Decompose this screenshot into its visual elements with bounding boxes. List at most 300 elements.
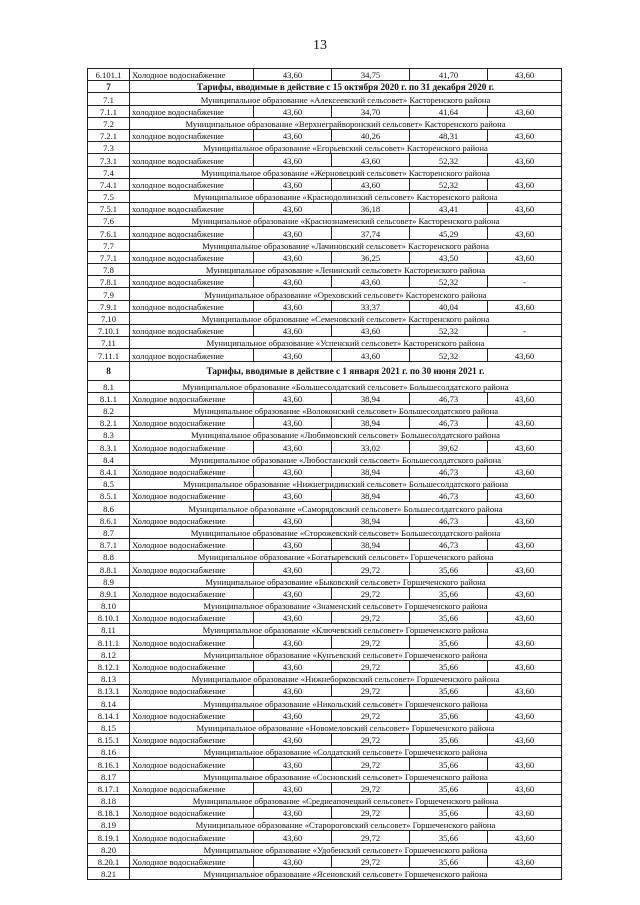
municipality-number: 8.9: [88, 575, 130, 587]
row-number: 8.11.1: [88, 636, 130, 648]
row-number: 7.4.1: [88, 178, 130, 190]
municipality-row: [88, 380, 562, 392]
tariff-value: 43,60: [488, 612, 562, 624]
tariff-value: 43,60: [332, 349, 410, 361]
tariff-value: 43,60: [488, 563, 562, 575]
row-number: 8.16.1: [88, 758, 130, 770]
tariff-value: 29,72: [332, 636, 410, 648]
tariff-value: 43,60: [254, 227, 332, 239]
municipality-row: [88, 770, 562, 782]
tariff-value: 43,60: [488, 417, 562, 429]
municipality-name: Муниципальное образование «Удобенский сельсовет» Горшеченского района: [130, 843, 562, 855]
row-number: 7.2.1: [88, 129, 130, 141]
tariff-value: 29,72: [332, 855, 410, 867]
tariff-value: 35,66: [410, 709, 488, 721]
row-number: 8.19.1: [88, 831, 130, 843]
section-number: 7: [88, 81, 130, 93]
tariff-value: -: [488, 324, 562, 336]
service-name: холодное водоснабжение: [130, 129, 254, 141]
municipality-name: Муниципальное образование «Ореховский сельсовет» Касторенского района: [130, 288, 562, 300]
municipality-row: [88, 312, 562, 324]
tariff-value: 29,72: [332, 831, 410, 843]
tariff-value: 43,60: [254, 392, 332, 404]
row-number: 8.17.1: [88, 782, 130, 794]
municipality-name: Муниципальное образование «Никольский сельсовет» Горшеченского района: [130, 697, 562, 709]
tariff-value: 43,60: [488, 538, 562, 550]
municipality-number: 8.6: [88, 502, 130, 514]
row-number: 7.8.1: [88, 276, 130, 288]
tariff-value: 43,60: [254, 349, 332, 361]
tariff-value: 43,60: [488, 154, 562, 166]
municipality-number: 8.16: [88, 746, 130, 758]
municipality-name: Муниципальное образование «Ключевский сельсовет» Горшеченского района: [130, 624, 562, 636]
municipality-number: 8.17: [88, 770, 130, 782]
row-number: 8.14.1: [88, 709, 130, 721]
municipality-number: 7.8: [88, 264, 130, 276]
tariff-value: 35,66: [410, 563, 488, 575]
tariff-value: 43,60: [254, 514, 332, 526]
tariff-value: 43,60: [488, 660, 562, 672]
service-name: Холодное водоснабжение: [130, 441, 254, 453]
municipality-name: Муниципальное образование «Знаменский сельсовет» Горшеченского района: [130, 599, 562, 611]
tariff-value: 40,26: [332, 129, 410, 141]
municipality-row: [88, 478, 562, 490]
tariff-value: 43,60: [254, 490, 332, 502]
tariff-value: 29,72: [332, 758, 410, 770]
section-header-row: [88, 81, 562, 93]
tariff-value: 43,60: [254, 733, 332, 745]
service-name: Холодное водоснабжение: [130, 69, 254, 81]
municipality-number: 8.5: [88, 478, 130, 490]
tariff-row: [88, 349, 562, 361]
tariff-row: [88, 417, 562, 429]
tariff-value: 43,60: [254, 129, 332, 141]
tariff-value: 43,60: [488, 105, 562, 117]
municipality-name: Муниципальное образование «Саморядовский сельсовет» Большесолдатского района: [130, 502, 562, 514]
tariff-value: 43,60: [254, 685, 332, 697]
section-title: Тарифы, вводимые в действие с 1 января 2021 г. по 30 июня 2021 г.: [130, 361, 562, 380]
row-number: 8.20.1: [88, 855, 130, 867]
tariff-row: [88, 563, 562, 575]
tariff-row: [88, 154, 562, 166]
tariff-value: 43,60: [488, 178, 562, 190]
tariff-value: 52,32: [410, 154, 488, 166]
municipality-name: Муниципальное образование «Среднеапочецкий сельсовет» Горшеченского района: [130, 794, 562, 806]
municipality-row: [88, 264, 562, 276]
tariff-value: 38,94: [332, 490, 410, 502]
municipality-number: 8.2: [88, 404, 130, 416]
service-name: Холодное водоснабжение: [130, 733, 254, 745]
tariff-value: 43,60: [488, 129, 562, 141]
tariff-row: [88, 612, 562, 624]
tariff-row: [88, 441, 562, 453]
service-name: Холодное водоснабжение: [130, 807, 254, 819]
municipality-name: Муниципальное образование «Любимовский сельсовет» Большесолдатского района: [130, 429, 562, 441]
municipality-row: [88, 868, 562, 880]
municipality-row: [88, 819, 562, 831]
row-number: 7.3.1: [88, 154, 130, 166]
tariff-value: 43,60: [254, 251, 332, 263]
tariff-value: 38,94: [332, 538, 410, 550]
municipality-row: [88, 337, 562, 349]
tariff-value: 43,60: [488, 514, 562, 526]
tariff-value: 43,60: [488, 349, 562, 361]
municipality-name: Муниципальное образование «Лачиновский сельсовет» Касторенского района: [130, 239, 562, 251]
municipality-row: [88, 142, 562, 154]
tariff-value: 43,60: [254, 105, 332, 117]
tariff-row: [88, 782, 562, 794]
tariff-value: 43,60: [254, 709, 332, 721]
municipality-number: 8.21: [88, 868, 130, 880]
municipality-name: Муниципальное образование «Успенский сельсовет» Касторенского района: [130, 337, 562, 349]
tariff-value: 43,60: [254, 465, 332, 477]
tariff-value: 35,66: [410, 660, 488, 672]
tariff-value: 43,60: [488, 251, 562, 263]
service-name: холодное водоснабжение: [130, 203, 254, 215]
tariff-value: 43,60: [488, 227, 562, 239]
tariff-row: [88, 105, 562, 117]
municipality-number: 8.4: [88, 453, 130, 465]
tariff-value: 35,66: [410, 733, 488, 745]
municipality-name: Муниципальное образование «Кунъевский сельсовет» Горшеченского района: [130, 648, 562, 660]
tariff-value: 38,94: [332, 417, 410, 429]
tariff-value: 52,32: [410, 178, 488, 190]
row-number: 8.18.1: [88, 807, 130, 819]
municipality-row: [88, 502, 562, 514]
tariff-value: 43,60: [254, 855, 332, 867]
row-number: 7.11.1: [88, 349, 130, 361]
tariff-value: 43,60: [488, 709, 562, 721]
municipality-row: [88, 624, 562, 636]
tariff-value: 52,32: [410, 349, 488, 361]
tariff-value: 43,60: [254, 178, 332, 190]
municipality-row: [88, 453, 562, 465]
tariff-row: [88, 324, 562, 336]
tariff-row: [88, 514, 562, 526]
tariff-table: [87, 68, 562, 880]
service-name: Холодное водоснабжение: [130, 660, 254, 672]
service-name: холодное водоснабжение: [130, 324, 254, 336]
page-number: 13: [313, 38, 327, 53]
tariff-value: 43,60: [254, 758, 332, 770]
service-name: Холодное водоснабжение: [130, 563, 254, 575]
row-number: 7.7.1: [88, 251, 130, 263]
section-number: 8: [88, 361, 130, 380]
tariff-value: 43,41: [410, 203, 488, 215]
tariff-value: 43,60: [254, 807, 332, 819]
service-name: Холодное водоснабжение: [130, 831, 254, 843]
municipality-name: Муниципальное образование «Солдатский сельсовет» Горшеченского района: [130, 746, 562, 758]
municipality-number: 7.3: [88, 142, 130, 154]
municipality-number: 7.9: [88, 288, 130, 300]
tariff-value: 35,66: [410, 807, 488, 819]
service-name: холодное водоснабжение: [130, 227, 254, 239]
tariff-row: [88, 227, 562, 239]
service-name: Холодное водоснабжение: [130, 782, 254, 794]
tariff-value: 38,94: [332, 514, 410, 526]
tariff-value: 43,60: [488, 441, 562, 453]
tariff-value: 52,32: [410, 276, 488, 288]
row-number: 7.10.1: [88, 324, 130, 336]
municipality-number: 8.13: [88, 673, 130, 685]
municipality-row: [88, 190, 562, 202]
tariff-value: 35,66: [410, 855, 488, 867]
service-name: холодное водоснабжение: [130, 154, 254, 166]
tariff-row: [88, 660, 562, 672]
municipality-row: [88, 117, 562, 129]
municipality-number: 7.2: [88, 117, 130, 129]
row-number: 6.101.1: [88, 69, 130, 81]
municipality-number: 7.6: [88, 215, 130, 227]
tariff-value: 41,70: [410, 69, 488, 81]
tariff-value: 43,60: [488, 733, 562, 745]
municipality-name: Муниципальное образование «Волоконский сельсовет» Большесолдатского района: [130, 404, 562, 416]
tariff-value: 43,60: [254, 441, 332, 453]
municipality-number: 8.3: [88, 429, 130, 441]
tariff-value: 35,66: [410, 831, 488, 843]
service-name: холодное водоснабжение: [130, 300, 254, 312]
tariff-value: 43,60: [488, 855, 562, 867]
tariff-value: 46,73: [410, 465, 488, 477]
tariff-value: 43,60: [254, 660, 332, 672]
municipality-number: 7.5: [88, 190, 130, 202]
service-name: Холодное водоснабжение: [130, 758, 254, 770]
service-name: Холодное водоснабжение: [130, 855, 254, 867]
municipality-row: [88, 697, 562, 709]
municipality-name: Муниципальное образование «Семеновский сельсовет» Касторенского района: [130, 312, 562, 324]
tariff-value: 29,72: [332, 587, 410, 599]
tariff-value: 29,72: [332, 733, 410, 745]
service-name: холодное водоснабжение: [130, 105, 254, 117]
row-number: 8.6.1: [88, 514, 130, 526]
service-name: Холодное водоснабжение: [130, 587, 254, 599]
tariff-value: 43,60: [254, 203, 332, 215]
tariff-value: 43,60: [254, 612, 332, 624]
tariff-value: 43,60: [488, 831, 562, 843]
municipality-name: Муниципальное образование «Быковский сельсовет» Горшеченского района: [130, 575, 562, 587]
municipality-name: Муниципальное образование «Старороговский сельсовет» Горшеченского района: [130, 819, 562, 831]
municipality-number: 7.1: [88, 93, 130, 105]
tariff-value: 46,73: [410, 490, 488, 502]
tariff-value: 43,60: [332, 154, 410, 166]
tariff-row: [88, 538, 562, 550]
tariff-row: [88, 392, 562, 404]
tariff-row: [88, 807, 562, 819]
tariff-value: 43,60: [488, 69, 562, 81]
tariff-value: 43,60: [254, 276, 332, 288]
tariff-row: [88, 300, 562, 312]
section-title: Тарифы, вводимые в действие с 15 октября 2020 г. по 31 декабря 2020 г.: [130, 81, 562, 93]
row-number: 7.6.1: [88, 227, 130, 239]
municipality-number: 7.4: [88, 166, 130, 178]
tariff-value: 43,60: [488, 758, 562, 770]
tariff-value: 29,72: [332, 782, 410, 794]
tariff-value: 46,73: [410, 417, 488, 429]
tariff-row: [88, 178, 562, 190]
municipality-row: [88, 551, 562, 563]
municipality-row: [88, 746, 562, 758]
tariff-value: -: [488, 276, 562, 288]
municipality-number: 7.7: [88, 239, 130, 251]
tariff-value: 34,70: [332, 105, 410, 117]
tariff-value: 48,31: [410, 129, 488, 141]
tariff-value: 38,94: [332, 465, 410, 477]
municipality-row: [88, 93, 562, 105]
municipality-row: [88, 673, 562, 685]
municipality-name: Муниципальное образование «Жерновецкий сельсовет» Касторенского района: [130, 166, 562, 178]
tariff-value: 29,72: [332, 709, 410, 721]
service-name: Холодное водоснабжение: [130, 490, 254, 502]
row-number: 8.7.1: [88, 538, 130, 550]
tariff-value: 43,60: [488, 685, 562, 697]
municipality-row: [88, 166, 562, 178]
tariff-row: [88, 587, 562, 599]
municipality-number: 7.10: [88, 312, 130, 324]
municipality-row: [88, 843, 562, 855]
municipality-name: Муниципальное образование «Ленинский сельсовет» Касторенского района: [130, 264, 562, 276]
tariff-value: 43,60: [488, 392, 562, 404]
municipality-name: Муниципальное образование «Богатыревский сельсовет» Горшеченского района: [130, 551, 562, 563]
municipality-name: Муниципальное образование «Сторожевский сельсовет» Большесолдатского района: [130, 526, 562, 538]
tariff-value: 43,60: [488, 490, 562, 502]
tariff-row: [88, 276, 562, 288]
tariff-value: 35,66: [410, 636, 488, 648]
tariff-value: 38,94: [332, 392, 410, 404]
row-number: 8.1.1: [88, 392, 130, 404]
municipality-name: Муниципальное образование «Нижнеборковский сельсовет» Горшеченского района: [130, 673, 562, 685]
tariff-row: [88, 636, 562, 648]
municipality-name: Муниципальное образование «Краснодолинский сельсовет» Касторенского района: [130, 190, 562, 202]
tariff-row: [88, 69, 562, 81]
tariff-row: [88, 251, 562, 263]
service-name: холодное водоснабжение: [130, 349, 254, 361]
tariff-value: 34,75: [332, 69, 410, 81]
service-name: Холодное водоснабжение: [130, 417, 254, 429]
municipality-number: 8.20: [88, 843, 130, 855]
tariff-value: 43,60: [254, 831, 332, 843]
tariff-value: 43,60: [254, 538, 332, 550]
tariff-value: 43,60: [488, 203, 562, 215]
municipality-number: 8.18: [88, 794, 130, 806]
tariff-row: [88, 831, 562, 843]
municipality-number: 8.12: [88, 648, 130, 660]
municipality-row: [88, 575, 562, 587]
tariff-value: 52,32: [410, 324, 488, 336]
service-name: Холодное водоснабжение: [130, 538, 254, 550]
tariff-value: 29,72: [332, 660, 410, 672]
municipality-number: 7.11: [88, 337, 130, 349]
tariff-value: 43,60: [488, 465, 562, 477]
tariff-value: 35,66: [410, 612, 488, 624]
tariff-row: [88, 203, 562, 215]
tariff-value: 43,60: [254, 563, 332, 575]
service-name: Холодное водоснабжение: [130, 612, 254, 624]
tariff-value: 35,66: [410, 782, 488, 794]
municipality-number: 8.15: [88, 721, 130, 733]
tariff-value: 43,50: [410, 251, 488, 263]
municipality-name: Муниципальное образование «Ясеновский сельсовет» Горшеченского района: [130, 868, 562, 880]
tariff-value: 46,73: [410, 392, 488, 404]
service-name: Холодное водоснабжение: [130, 514, 254, 526]
municipality-number: 8.10: [88, 599, 130, 611]
tariff-row: [88, 465, 562, 477]
row-number: 8.2.1: [88, 417, 130, 429]
municipality-name: Муниципальное образование «Сосновский сельсовет» Горшеченского района: [130, 770, 562, 782]
service-name: Холодное водоснабжение: [130, 392, 254, 404]
tariff-value: 29,72: [332, 563, 410, 575]
tariff-value: 43,60: [488, 807, 562, 819]
municipality-name: Муниципальное образование «Алексеевский сельсовет» Касторенского района: [130, 93, 562, 105]
tariff-value: 43,60: [254, 324, 332, 336]
row-number: 8.8.1: [88, 563, 130, 575]
service-name: Холодное водоснабжение: [130, 709, 254, 721]
tariff-value: 43,60: [254, 417, 332, 429]
tariff-value: 33,02: [332, 441, 410, 453]
municipality-row: [88, 721, 562, 733]
municipality-row: [88, 429, 562, 441]
tariff-row: [88, 855, 562, 867]
row-number: 8.9.1: [88, 587, 130, 599]
tariff-value: 43,60: [254, 69, 332, 81]
tariff-value: 43,60: [254, 587, 332, 599]
row-number: 8.15.1: [88, 733, 130, 745]
municipality-number: 8.1: [88, 380, 130, 392]
municipality-name: Муниципальное образование «Верхнеграйворонский сельсовет» Касторенского района: [130, 117, 562, 129]
row-number: 8.12.1: [88, 660, 130, 672]
tariff-value: 29,72: [332, 612, 410, 624]
municipality-name: Муниципальное образование «Новомеловский сельсовет» Горшеченского района: [130, 721, 562, 733]
tariff-value: 29,72: [332, 807, 410, 819]
tariff-value: 36,25: [332, 251, 410, 263]
tariff-value: 41,64: [410, 105, 488, 117]
tariff-value: 46,73: [410, 538, 488, 550]
tariff-value: 43,60: [488, 782, 562, 794]
tariff-value: 43,60: [488, 587, 562, 599]
municipality-name: Муниципальное образование «Любостанский сельсовет» Большесолдатского района: [130, 453, 562, 465]
tariff-value: 43,60: [332, 276, 410, 288]
municipality-name: Муниципальное образование «Большесолдатский сельсовет» Большесолдатского района: [130, 380, 562, 392]
service-name: Холодное водоснабжение: [130, 465, 254, 477]
municipality-row: [88, 648, 562, 660]
tariff-value: 45,29: [410, 227, 488, 239]
tariff-value: 35,66: [410, 587, 488, 599]
tariff-value: 36,18: [332, 203, 410, 215]
tariff-row: [88, 129, 562, 141]
municipality-name: Муниципальное образование «Егорьевский сельсовет» Касторенского района: [130, 142, 562, 154]
municipality-number: 8.11: [88, 624, 130, 636]
municipality-name: Муниципальное образование «Нижнегридинский сельсовет» Большесолдатского района: [130, 478, 562, 490]
tariff-value: 43,60: [332, 324, 410, 336]
tariff-row: [88, 685, 562, 697]
tariff-value: 33,37: [332, 300, 410, 312]
tariff-value: 43,60: [254, 636, 332, 648]
tariff-value: 37,74: [332, 227, 410, 239]
row-number: 8.5.1: [88, 490, 130, 502]
service-name: холодное водоснабжение: [130, 251, 254, 263]
municipality-row: [88, 239, 562, 251]
service-name: холодное водоснабжение: [130, 276, 254, 288]
municipality-row: [88, 404, 562, 416]
tariff-value: 43,60: [332, 178, 410, 190]
municipality-row: [88, 288, 562, 300]
tariff-row: [88, 733, 562, 745]
municipality-number: 8.8: [88, 551, 130, 563]
tariff-value: 35,66: [410, 685, 488, 697]
municipality-row: [88, 599, 562, 611]
row-number: 8.4.1: [88, 465, 130, 477]
service-name: Холодное водоснабжение: [130, 636, 254, 648]
row-number: 7.5.1: [88, 203, 130, 215]
